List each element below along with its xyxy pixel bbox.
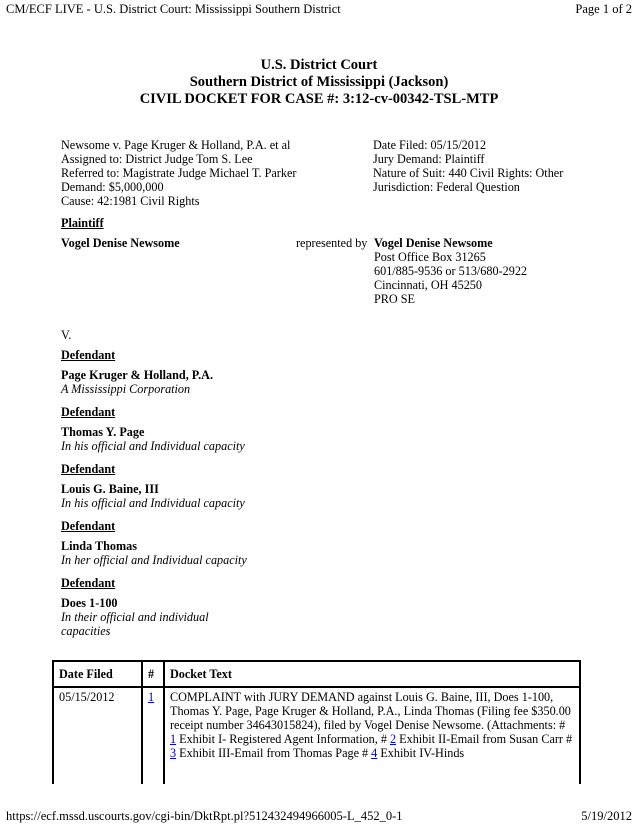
entry-date: 05/15/2012 bbox=[53, 687, 142, 784]
entry-text bbox=[164, 687, 580, 784]
date-filed-header: Date Filed bbox=[53, 661, 142, 687]
case-number-title: CIVIL DOCKET FOR CASE #: 3:12-cv-00342-TSL-MTP bbox=[139, 91, 499, 107]
attachment-3-link[interactable]: 3 bbox=[170, 746, 177, 760]
defendant-description: In his official and Individual capacity bbox=[61, 496, 245, 510]
attorney-status: PRO SE bbox=[374, 292, 415, 306]
attachment-4-link[interactable]: 4 bbox=[371, 746, 378, 760]
plaintiff-heading: Plaintiff bbox=[61, 216, 104, 230]
defendant-heading: Defendant bbox=[61, 576, 116, 590]
district-name: Southern District of Mississippi (Jackson) bbox=[189, 74, 449, 90]
jurisdiction: Jurisdiction: Federal Question bbox=[373, 180, 520, 194]
plaintiff-name: Vogel Denise Newsome bbox=[61, 236, 180, 250]
court-name: U.S. District Court bbox=[260, 57, 378, 73]
defendant-name: Does 1-100 bbox=[61, 596, 118, 610]
attachment-1-link[interactable]: 1 bbox=[170, 732, 177, 746]
docket-table bbox=[52, 660, 581, 784]
attorney-city: Cincinnati, OH 45250 bbox=[374, 278, 482, 292]
defendant-description: A Mississippi Corporation bbox=[61, 382, 191, 396]
entry-text-part: Exhibit IV-Hinds bbox=[377, 746, 465, 760]
cause: Cause: 42:1981 Civil Rights bbox=[61, 194, 200, 208]
entry-text-part: COMPLAINT with JURY DEMAND against Louis G. Baine, III, Does 1-100, Thomas Y. Page, Page Kruger & Holland, P.A., Linda Thomas (Filing fee $350.00 receipt number 34643015824), filed by Vogel Denise Newsome. (Attachments: # bbox=[170, 690, 571, 732]
nature-of-suit: Nature of Suit: 440 Civil Rights: Other bbox=[373, 166, 564, 180]
number-header: # bbox=[142, 661, 164, 687]
entry-number-cell bbox=[142, 687, 164, 784]
table-row bbox=[53, 687, 580, 784]
defendant-description: In their official and individual bbox=[61, 610, 209, 624]
defendant-name: Louis G. Baine, III bbox=[61, 482, 159, 496]
docket-text-header: Docket Text bbox=[164, 661, 580, 687]
defendant-heading: Defendant bbox=[61, 405, 116, 419]
docket-header-row bbox=[53, 661, 580, 687]
entry-text-part: Exhibit II-Email from Susan Carr # bbox=[396, 732, 573, 746]
entry-text-part: Exhibit III-Email from Thomas Page # bbox=[176, 746, 372, 760]
attachment-2-link[interactable]: 2 bbox=[390, 732, 397, 746]
defendant-heading: Defendant bbox=[61, 348, 116, 362]
defendant-heading: Defendant bbox=[61, 462, 116, 476]
defendant-description: In his official and Individual capacity bbox=[61, 439, 245, 453]
defendant-description: In her official and Individual capacity bbox=[61, 553, 247, 567]
print-footer-url: https://ecf.mssd.uscourts.gov/cgi-bin/DktRpt.pl?512432494966005-L_452_0-1 bbox=[6, 809, 403, 823]
case-caption: Newsome v. Page Kruger & Holland, P.A. et al bbox=[61, 138, 291, 152]
assigned-judge: Assigned to: District Judge Tom S. Lee bbox=[61, 152, 253, 166]
defendant-name: Thomas Y. Page bbox=[61, 425, 145, 439]
print-header-page: Page 1 of 2 bbox=[575, 2, 632, 16]
jury-demand: Jury Demand: Plaintiff bbox=[373, 152, 485, 166]
referred-judge: Referred to: Magistrate Judge Michael T. Parker bbox=[61, 166, 297, 180]
defendant-name: Page Kruger & Holland, P.A. bbox=[61, 368, 214, 382]
represented-by-label: represented by bbox=[296, 236, 368, 250]
attorney-phone: 601/885-9536 or 513/680-2922 bbox=[374, 264, 528, 278]
date-filed: Date Filed: 05/15/2012 bbox=[373, 138, 487, 152]
defendant-name: Linda Thomas bbox=[61, 539, 137, 553]
attorney-address: Post Office Box 31265 bbox=[374, 250, 486, 264]
entry-number-link[interactable]: 1 bbox=[148, 690, 155, 704]
versus: V. bbox=[61, 328, 72, 342]
defendant-description: capacities bbox=[61, 624, 111, 638]
demand: Demand: $5,000,000 bbox=[61, 180, 164, 194]
entry-text-part: Exhibit I- Registered Agent Information, # bbox=[176, 732, 391, 746]
attorney-name: Vogel Denise Newsome bbox=[374, 236, 493, 250]
defendant-heading: Defendant bbox=[61, 519, 116, 533]
print-header-title: CM/ECF LIVE - U.S. District Court: Mississippi Southern District bbox=[6, 2, 341, 16]
print-footer-date: 5/19/2012 bbox=[581, 809, 632, 823]
